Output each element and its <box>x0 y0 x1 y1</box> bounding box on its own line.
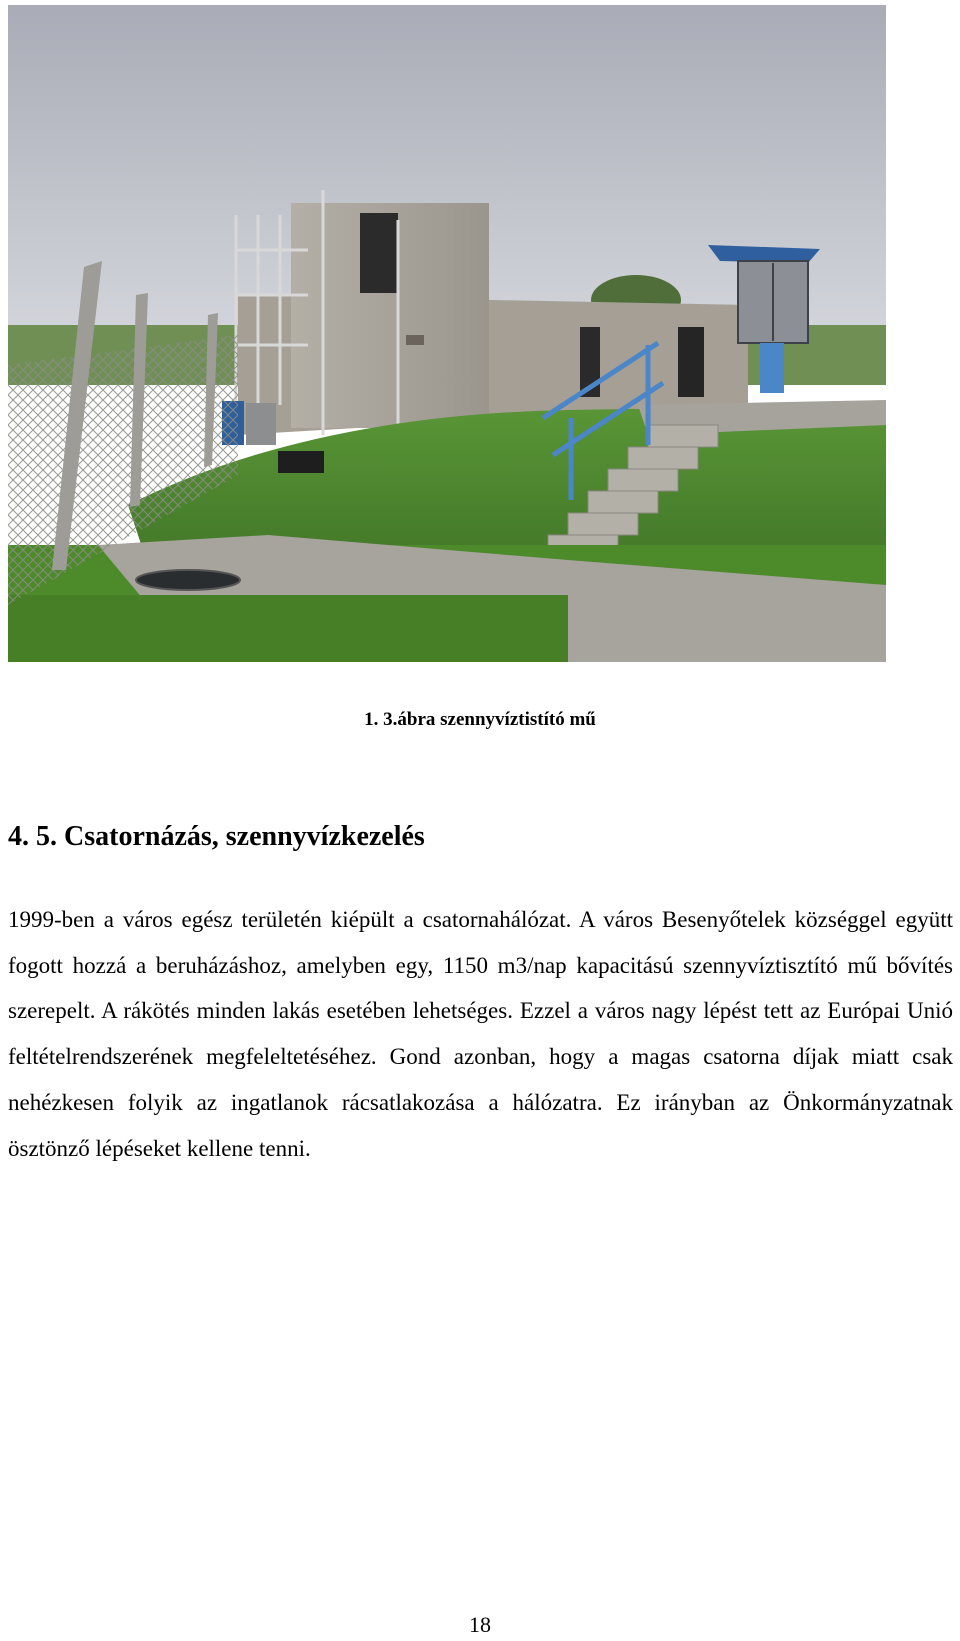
wastewater-plant-photo <box>8 5 886 662</box>
tower-doorway <box>360 213 398 293</box>
tower-window <box>406 335 424 345</box>
figure-caption: 1. 3.ábra szennyvíztistító mű <box>364 709 596 730</box>
gray-barrel <box>246 403 276 445</box>
section-heading: 4. 5. Csatornázás, szennyvízkezelés <box>8 821 425 852</box>
section-paragraph: 1999-ben a város egész területén kiépült a csatornahálózat. A város Besenyőtelek községgel együtt fogott hozzá a beruházáshoz, amelyben egy, 1150 m3/nap kapacitású szennyvíztisztító mű bővítés szerepelt. A rákötés minden lakás esetében lehetséges. Ezzel a város nagy lépést tett az Európai Unió feltételrendszerének megfeleltetéséhez. Gond azonban, hogy a magas csatorna díjak miatt csak nehézkesen folyik az ingatlanok rácsatlakozása a hálózatra. Ez irányban az Önkormányzatnak ösztönző lépéseket kellene tenni. <box>8 907 953 1161</box>
manhole-cover <box>136 570 240 590</box>
lawn-foreground <box>8 595 568 662</box>
cabinet-pipes <box>760 343 784 393</box>
low-building-door-2 <box>678 327 704 397</box>
page-number: 18 <box>469 1612 491 1637</box>
black-tub <box>278 451 324 473</box>
